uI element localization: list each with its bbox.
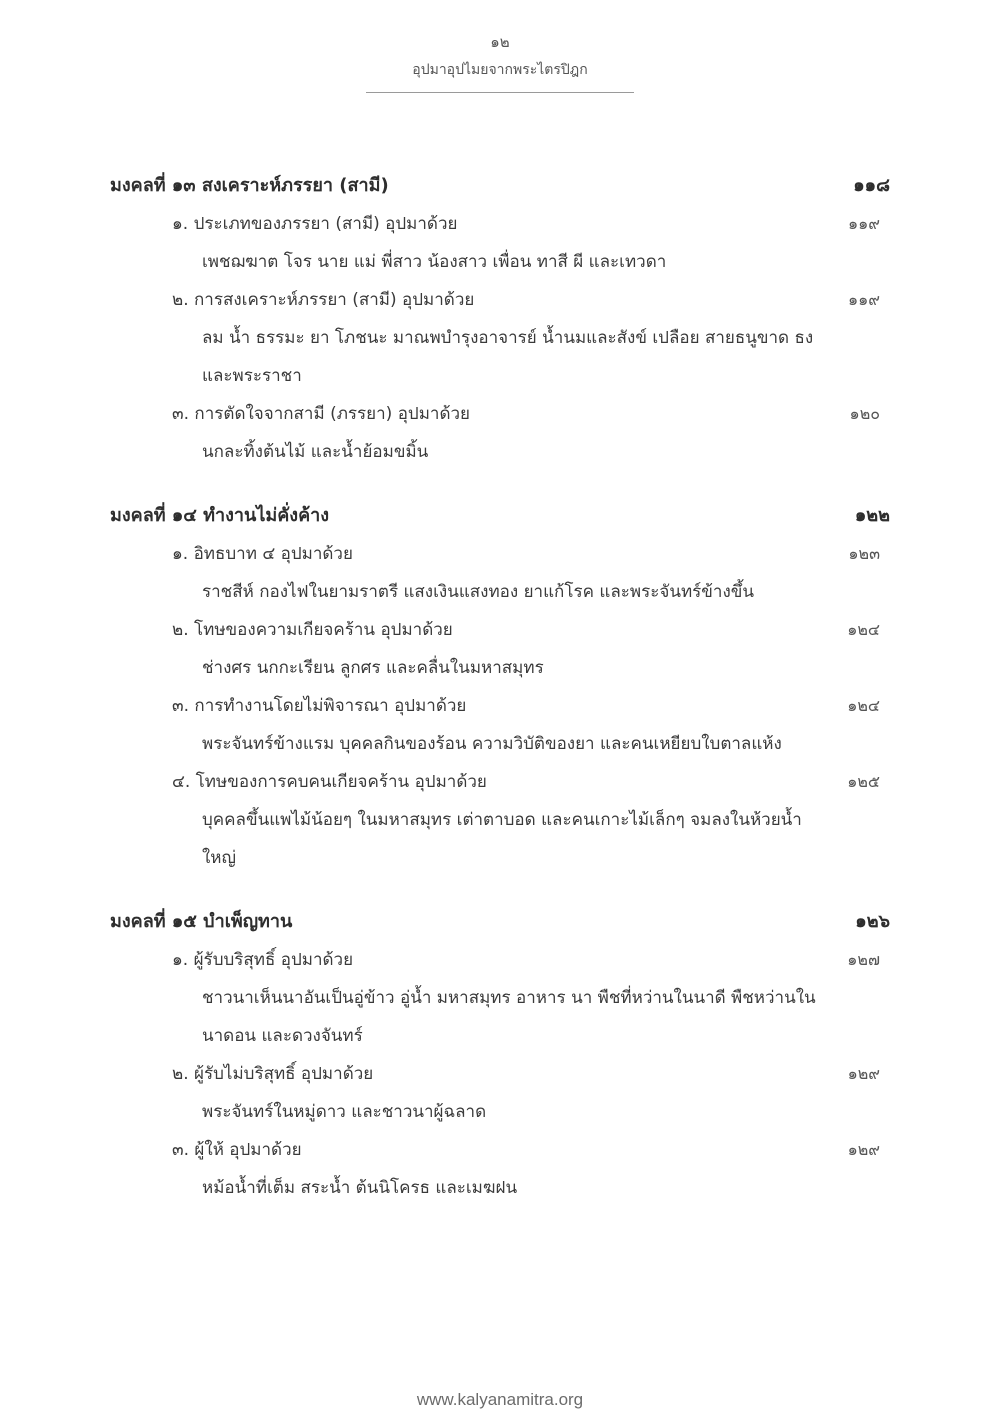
entry-page: ๑๒๕ [847, 772, 880, 791]
entry-line[interactable] [110, 687, 890, 725]
entry-page: ๑๒๙ [847, 1140, 880, 1159]
toc-entry [110, 1131, 890, 1207]
entry-detail: เพชฌฆาต โจร นาย แม่ พี่สาว น้องสาว เพื่อน ทาสี ผี และเทวดา [202, 252, 667, 272]
section-title: มงคลที่ ๑๔ ทำงานไม่คั่งค้าง [110, 505, 330, 526]
section-page: ๑๒๖ [855, 911, 890, 932]
entry-page: ๑๒๓ [848, 544, 880, 563]
entry-title: ๑. อิทธบาท ๔ อุปมาด้วย [172, 544, 353, 564]
footer-website[interactable]: www.kalyanamitra.org [416, 1390, 584, 1409]
entry-detail: พระจันทร์ในหมู่ดาว และชาวนาผู้ฉลาด [202, 1102, 487, 1122]
entry-line[interactable] [110, 535, 890, 573]
entry-page: ๑๒๗ [847, 950, 880, 969]
section-title: มงคลที่ ๑๕ บำเพ็ญทาน [110, 911, 293, 932]
toc-entry [110, 1055, 890, 1131]
toc-section [110, 497, 890, 877]
entry-title: ๑. ผู้รับบริสุทธิ์ อุปมาด้วย [172, 950, 354, 970]
entry-line[interactable] [110, 763, 890, 801]
section-page: ๑๒๒ [854, 505, 890, 526]
toc-section [110, 903, 890, 1207]
toc-entry [110, 941, 890, 1055]
entry-detail: ช่างศร นกกะเรียน ลูกศร และคลื่นในมหาสมุทร [202, 658, 544, 678]
toc-entry [110, 205, 890, 281]
entry-detail: นกละทิ้งต้นไม้ และน้ำย้อมขมิ้น [202, 442, 429, 462]
entry-line[interactable] [110, 1055, 890, 1093]
entry-title: ๒. ผู้รับไม่บริสุทธิ์ อุปมาด้วย [172, 1064, 374, 1084]
toc-entry [110, 395, 890, 471]
section-page: ๑๑๘ [853, 175, 890, 196]
toc-entry [110, 535, 890, 611]
section-heading[interactable] [110, 903, 890, 941]
toc-entry [110, 611, 890, 687]
entry-detail: ชาวนาเห็นนาอันเป็นอู่ข้าว อู่น้ำ มหาสมุทร อาหาร นา พืชที่หว่านในนาดี พืชหว่านในนาดอน และดวงจันทร์ [202, 988, 816, 1046]
entry-line[interactable] [110, 395, 890, 433]
entry-page: ๑๒๐ [849, 404, 880, 423]
toc-entry [110, 281, 890, 395]
entry-detail: บุคคลขึ้นแพไม้น้อยๆ ในมหาสมุทร เต่าตาบอด และคนเกาะไม้เล็กๆ จมลงในห้วยน้ำใหญ่ [202, 810, 802, 868]
entry-title: ๓. การทำงานโดยไม่พิจารณา อุปมาด้วย [172, 696, 467, 716]
entry-page: ๑๑๙ [847, 214, 880, 233]
entry-title: ๓. ผู้ให้ อุปมาด้วย [172, 1140, 302, 1160]
entry-detail: พระจันทร์ข้างแรม บุคคลกินของร้อน ความวิบัติของยา และคนเหยียบใบตาลแห้ง [202, 734, 782, 754]
entry-line[interactable] [110, 205, 890, 243]
entry-detail: ลม น้ำ ธรรมะ ยา โภชนะ มาณพบำรุงอาจารย์ น้ำนมและสังข์ เปลือย สายธนูขาด ธง และพระราชา [202, 328, 814, 386]
toc-section [110, 167, 890, 471]
entry-line[interactable] [110, 281, 890, 319]
entry-page: ๑๒๔ [847, 696, 880, 715]
page-number: ๑๒ [490, 33, 510, 51]
entry-page: ๑๒๙ [847, 1064, 880, 1083]
page-header [0, 32, 1000, 93]
entry-line[interactable] [110, 611, 890, 649]
entry-title: ๓. การตัดใจจากสามี (ภรรยา) อุปมาด้วย [172, 404, 471, 424]
entry-line[interactable] [110, 1131, 890, 1169]
header-divider [366, 92, 634, 93]
toc-entry [110, 763, 890, 877]
entry-detail: หม้อน้ำที่เต็ม สระน้ำ ต้นนิโครธ และเมฆฝน [202, 1178, 518, 1198]
entry-title: ๑. ประเภทของภรรยา (สามี) อุปมาด้วย [172, 214, 458, 234]
table-of-contents [110, 167, 890, 1233]
entry-detail: ราชสีห์ กองไฟในยามราตรี แสงเงินแสงทอง ยาแก้โรค และพระจันทร์ข้างขึ้น [202, 582, 754, 602]
entry-line[interactable] [110, 941, 890, 979]
book-title: อุปมาอุปไมยจากพระไตรปิฎก [412, 62, 588, 78]
section-heading[interactable] [110, 167, 890, 205]
entry-title: ๒. การสงเคราะห์ภรรยา (สามี) อุปมาด้วย [172, 290, 475, 310]
entry-title: ๔. โทษของการคบคนเกียจคร้าน อุปมาด้วย [172, 772, 487, 792]
entry-page: ๑๒๔ [847, 620, 880, 639]
entry-title: ๒. โทษของความเกียจคร้าน อุปมาด้วย [172, 620, 453, 640]
entry-page: ๑๑๙ [847, 290, 880, 309]
toc-entry [110, 687, 890, 763]
section-heading[interactable] [110, 497, 890, 535]
section-title: มงคลที่ ๑๓ สงเคราะห์ภรรยา (สามี) [110, 175, 389, 196]
